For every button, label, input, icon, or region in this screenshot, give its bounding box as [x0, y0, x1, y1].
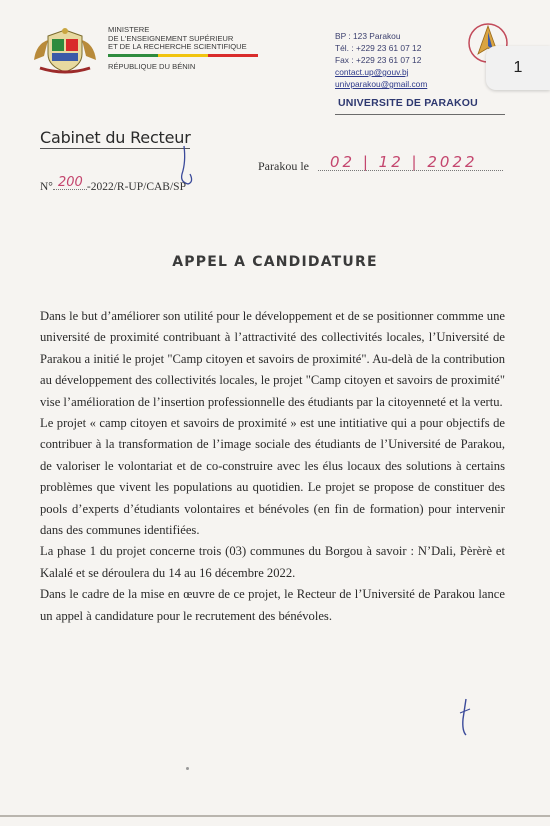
- reference-suffix: -2022/R-UP/CAB/SP: [86, 181, 186, 193]
- benin-coat-of-arms-icon: [30, 26, 100, 74]
- stray-dot: [186, 767, 189, 770]
- initial-mark-icon: [454, 697, 474, 737]
- republic-name: RÉPUBLIQUE DU BÉNIN: [108, 62, 196, 71]
- ministry-line: DE L'ENSEIGNEMENT SUPÉRIEUR: [108, 33, 234, 43]
- document-title: APPEL A CANDIDATURE: [172, 254, 378, 270]
- ministry-line: ET DE LA RECHERCHE SCIENTIFIQUE: [108, 42, 247, 52]
- header-rule: [335, 114, 505, 115]
- date-place-label: Parakou le: [258, 159, 309, 173]
- contact-tel: Tél. : +229 23 61 07 12: [335, 43, 422, 53]
- cabinet-heading: Cabinet du Recteur: [40, 128, 191, 147]
- page-number-badge[interactable]: 1: [486, 46, 550, 90]
- reference-number: 200: [58, 175, 83, 190]
- paragraph: Le projet « camp citoyen et savoirs de proximité » est une intitiative qui a pour objectifs de contribuer à la transformation de l’image sociale des étudiants de l’Université de Parakou, de valoriser le volontariat et de co-construire avec les élus locaux des solutions à certains problèmes que vivent les populations au quotidien. Le projet se propose de constituer des pools d’experts d’étudiants volontaires et bénévoles (en fin de formation) pour intervenir dans des communes identifiées.: [40, 416, 505, 538]
- contact-bp: BP : 123 Parakou: [335, 31, 401, 41]
- flag-color-bar: [108, 54, 258, 57]
- paragraph: Dans le cadre de la mise en œuvre de ce projet, le Recteur de l’Université de Parakou lance un appel à candidature pour le recrutement des bénévoles.: [40, 587, 505, 623]
- contact-email-link[interactable]: contact.up@gouv.bj: [335, 67, 409, 77]
- ministry-name: [108, 26, 308, 52]
- handwritten-date: 02 | 12 | 2022: [330, 153, 478, 171]
- ministry-line: MINISTERE: [108, 25, 150, 34]
- paragraph: La phase 1 du projet concerne trois (03) communes du Borgou à savoir : N’Dali, Pèrèrè et Kalalé et se déroulera du 14 au 16 décembre 2022.: [40, 544, 505, 580]
- cabinet-underline: [40, 148, 190, 149]
- date-dotted-line: [318, 170, 503, 171]
- contact-email-link[interactable]: univparakou@gmail.com: [335, 79, 428, 89]
- body-text: [40, 306, 505, 627]
- contact-fax: Fax : +229 23 61 07 12: [335, 55, 422, 65]
- paragraph: Dans le but d’améliorer son utilité pour le développement et de se positionner commme une université de proximité contribuant à l’attractivité des collectivités locales, l’Université de Parakou a initié le projet "Camp citoyen et savoirs de proximité". Au-delà de la contribution au développement des collectivités locales, le projet "Camp citoyen et savoirs de proximité" vise l’amélioration de l’insertion professionnelle des étudiants par la citoyenneté et la vertu.: [40, 309, 505, 409]
- contact-block: [335, 30, 427, 90]
- university-name: UNIVERSITE DE PARAKOU: [338, 97, 478, 109]
- page-bottom-edge: [0, 815, 550, 817]
- reference-prefix: N°: [40, 181, 53, 193]
